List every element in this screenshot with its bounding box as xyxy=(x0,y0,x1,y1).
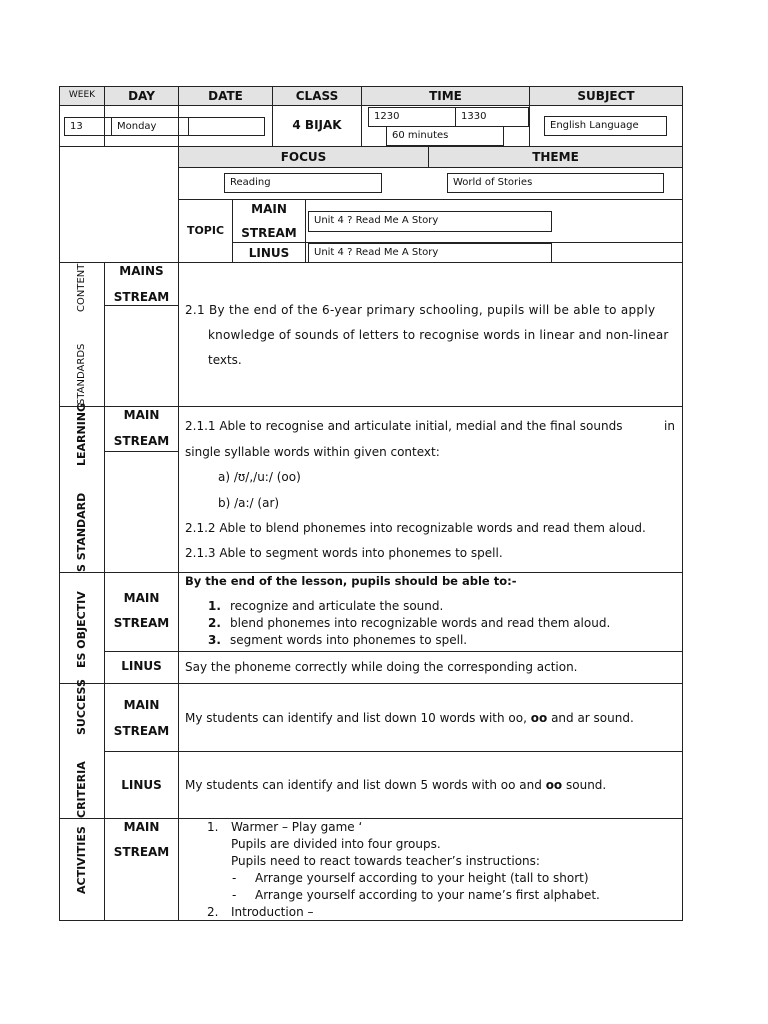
learning-line-4: 2.1.3 Able to segment words into phonemes to spell. xyxy=(185,546,503,560)
focus-label: FOCUS xyxy=(280,150,327,164)
activity-1-dash-2: - xyxy=(232,888,237,902)
activities-side-label: ACTIVITIES xyxy=(75,826,88,894)
activity-1-dash-1: - xyxy=(232,871,237,885)
standards-side-label: STANDARDS xyxy=(76,343,87,405)
topic-main-label-2: STREAM xyxy=(241,226,297,240)
content-line-2: knowledge of sounds of letters to recognise words in linear and non-linear xyxy=(208,328,669,342)
objective-number: 2. xyxy=(208,616,221,630)
objectives-stream-label-1: MAIN xyxy=(123,591,160,605)
content-side-label: CONTENT xyxy=(76,263,87,312)
learning-standard-side-label: S STANDARD xyxy=(75,492,88,572)
class-value: 4 BIJAK xyxy=(292,118,342,132)
objective-text: segment words into phonemes to spell. xyxy=(230,633,468,647)
objective-number: 1. xyxy=(208,599,221,613)
objectives-linus-text: Say the phoneme correctly while doing the corresponding action. xyxy=(185,660,578,674)
success-stream-label-1: MAIN xyxy=(123,698,160,712)
success-linus-pre: My students can identify and list down 5 words with oo and xyxy=(185,778,546,792)
learning-line-1-end: in xyxy=(664,419,675,433)
topic-main-label-1: MAIN xyxy=(251,202,287,216)
success-side-label: SUCCESS xyxy=(75,679,88,735)
time-label: TIME xyxy=(429,89,462,103)
activity-1-line-4: Arrange yourself according to your height (tall to short) xyxy=(255,871,589,885)
learning-item-a: a) /ʊ/,/u:/ (oo) xyxy=(218,470,301,484)
topic-linus-label: LINUS xyxy=(248,246,290,260)
activity-1-line-3: Pupils need to react towards teacher’s instructions: xyxy=(231,854,540,868)
week-label: WEEK xyxy=(68,90,96,100)
topic-linus-field[interactable]: Unit 4 ? Read Me A Story xyxy=(308,243,552,263)
learning-line-3: 2.1.2 Able to blend phonemes into recognizable words and read them aloud. xyxy=(185,521,646,535)
activity-1-line-5: Arrange yourself according to your name’s first alphabet. xyxy=(255,888,600,902)
time-end-field[interactable]: 1330 xyxy=(455,107,529,127)
content-line-1: 2.1 By the end of the 6-year primary schooling, pupils will be able to apply xyxy=(185,303,656,317)
activity-2: Introduction – xyxy=(231,905,314,919)
class-label: CLASS xyxy=(295,89,339,103)
date-field[interactable] xyxy=(188,117,265,136)
theme-label: THEME xyxy=(532,150,579,164)
day-field[interactable]: Monday xyxy=(111,117,189,136)
objective-number: 3. xyxy=(208,633,221,647)
activity-1-line-2: Pupils are divided into four groups. xyxy=(231,837,441,851)
content-stream-label-2: STREAM xyxy=(113,290,170,304)
criteria-side-label: CRITERIA xyxy=(75,761,88,818)
learning-side-label: LEARNING xyxy=(75,402,88,466)
activities-stream-label-2: STREAM xyxy=(113,845,170,859)
time-start-field[interactable]: 1230 xyxy=(368,107,456,127)
learning-line-1: 2.1.1 Able to recognise and articulate initial, medial and the final sounds xyxy=(185,419,623,433)
day-label: DAY xyxy=(128,89,155,103)
content-line-3: texts. xyxy=(208,353,242,367)
focus-field[interactable]: Reading xyxy=(224,173,382,193)
success-linus-label: LINUS xyxy=(121,778,162,792)
activity-2-num: 2. xyxy=(207,905,219,919)
success-linus-bold: oo xyxy=(545,778,563,792)
activity-1: Warmer – Play game ‘ xyxy=(231,820,363,834)
learning-stream-label-2: STREAM xyxy=(113,434,170,448)
learning-stream-label-1: MAIN xyxy=(123,408,160,422)
activity-1-num: 1. xyxy=(207,820,219,834)
objectives-side-label: ES OBJECTIV xyxy=(75,591,88,668)
objectives-intro: By the end of the lesson, pupils should be able to:- xyxy=(185,574,517,588)
success-stream-label-2: STREAM xyxy=(113,724,170,738)
topic-main-field[interactable]: Unit 4 ? Read Me A Story xyxy=(308,211,552,232)
objectives-stream-label-2: STREAM xyxy=(113,616,170,630)
objective-text: blend phonemes into recognizable words and read them aloud. xyxy=(230,616,611,630)
topic-label: TOPIC xyxy=(186,224,225,237)
duration-field[interactable]: 60 minutes xyxy=(386,126,504,146)
success-linus-text xyxy=(185,778,606,792)
objective-text: recognize and articulate the sound. xyxy=(230,599,444,613)
success-main-bold: oo xyxy=(530,711,548,725)
success-main-pre: My students can identify and list down 10 words with oo, xyxy=(185,711,531,725)
theme-field[interactable]: World of Stories xyxy=(447,173,664,193)
objective-item xyxy=(208,633,467,647)
objective-item xyxy=(208,616,610,630)
objective-item xyxy=(208,599,443,613)
content-stream-label-1: MAINS xyxy=(119,264,164,278)
objectives-linus-label: LINUS xyxy=(121,659,162,673)
success-linus-post: sound. xyxy=(562,778,607,792)
week-field[interactable]: 13 xyxy=(64,117,112,136)
learning-item-b: b) /a:/ (ar) xyxy=(218,496,280,510)
subject-label: SUBJECT xyxy=(577,89,635,103)
date-label: DATE xyxy=(208,89,243,103)
success-main-text xyxy=(185,711,634,725)
activities-stream-label-1: MAIN xyxy=(123,820,160,834)
success-main-post: and ar sound. xyxy=(547,711,634,725)
subject-field[interactable]: English Language xyxy=(544,116,667,136)
learning-line-2: single syllable words within given context: xyxy=(185,445,440,459)
